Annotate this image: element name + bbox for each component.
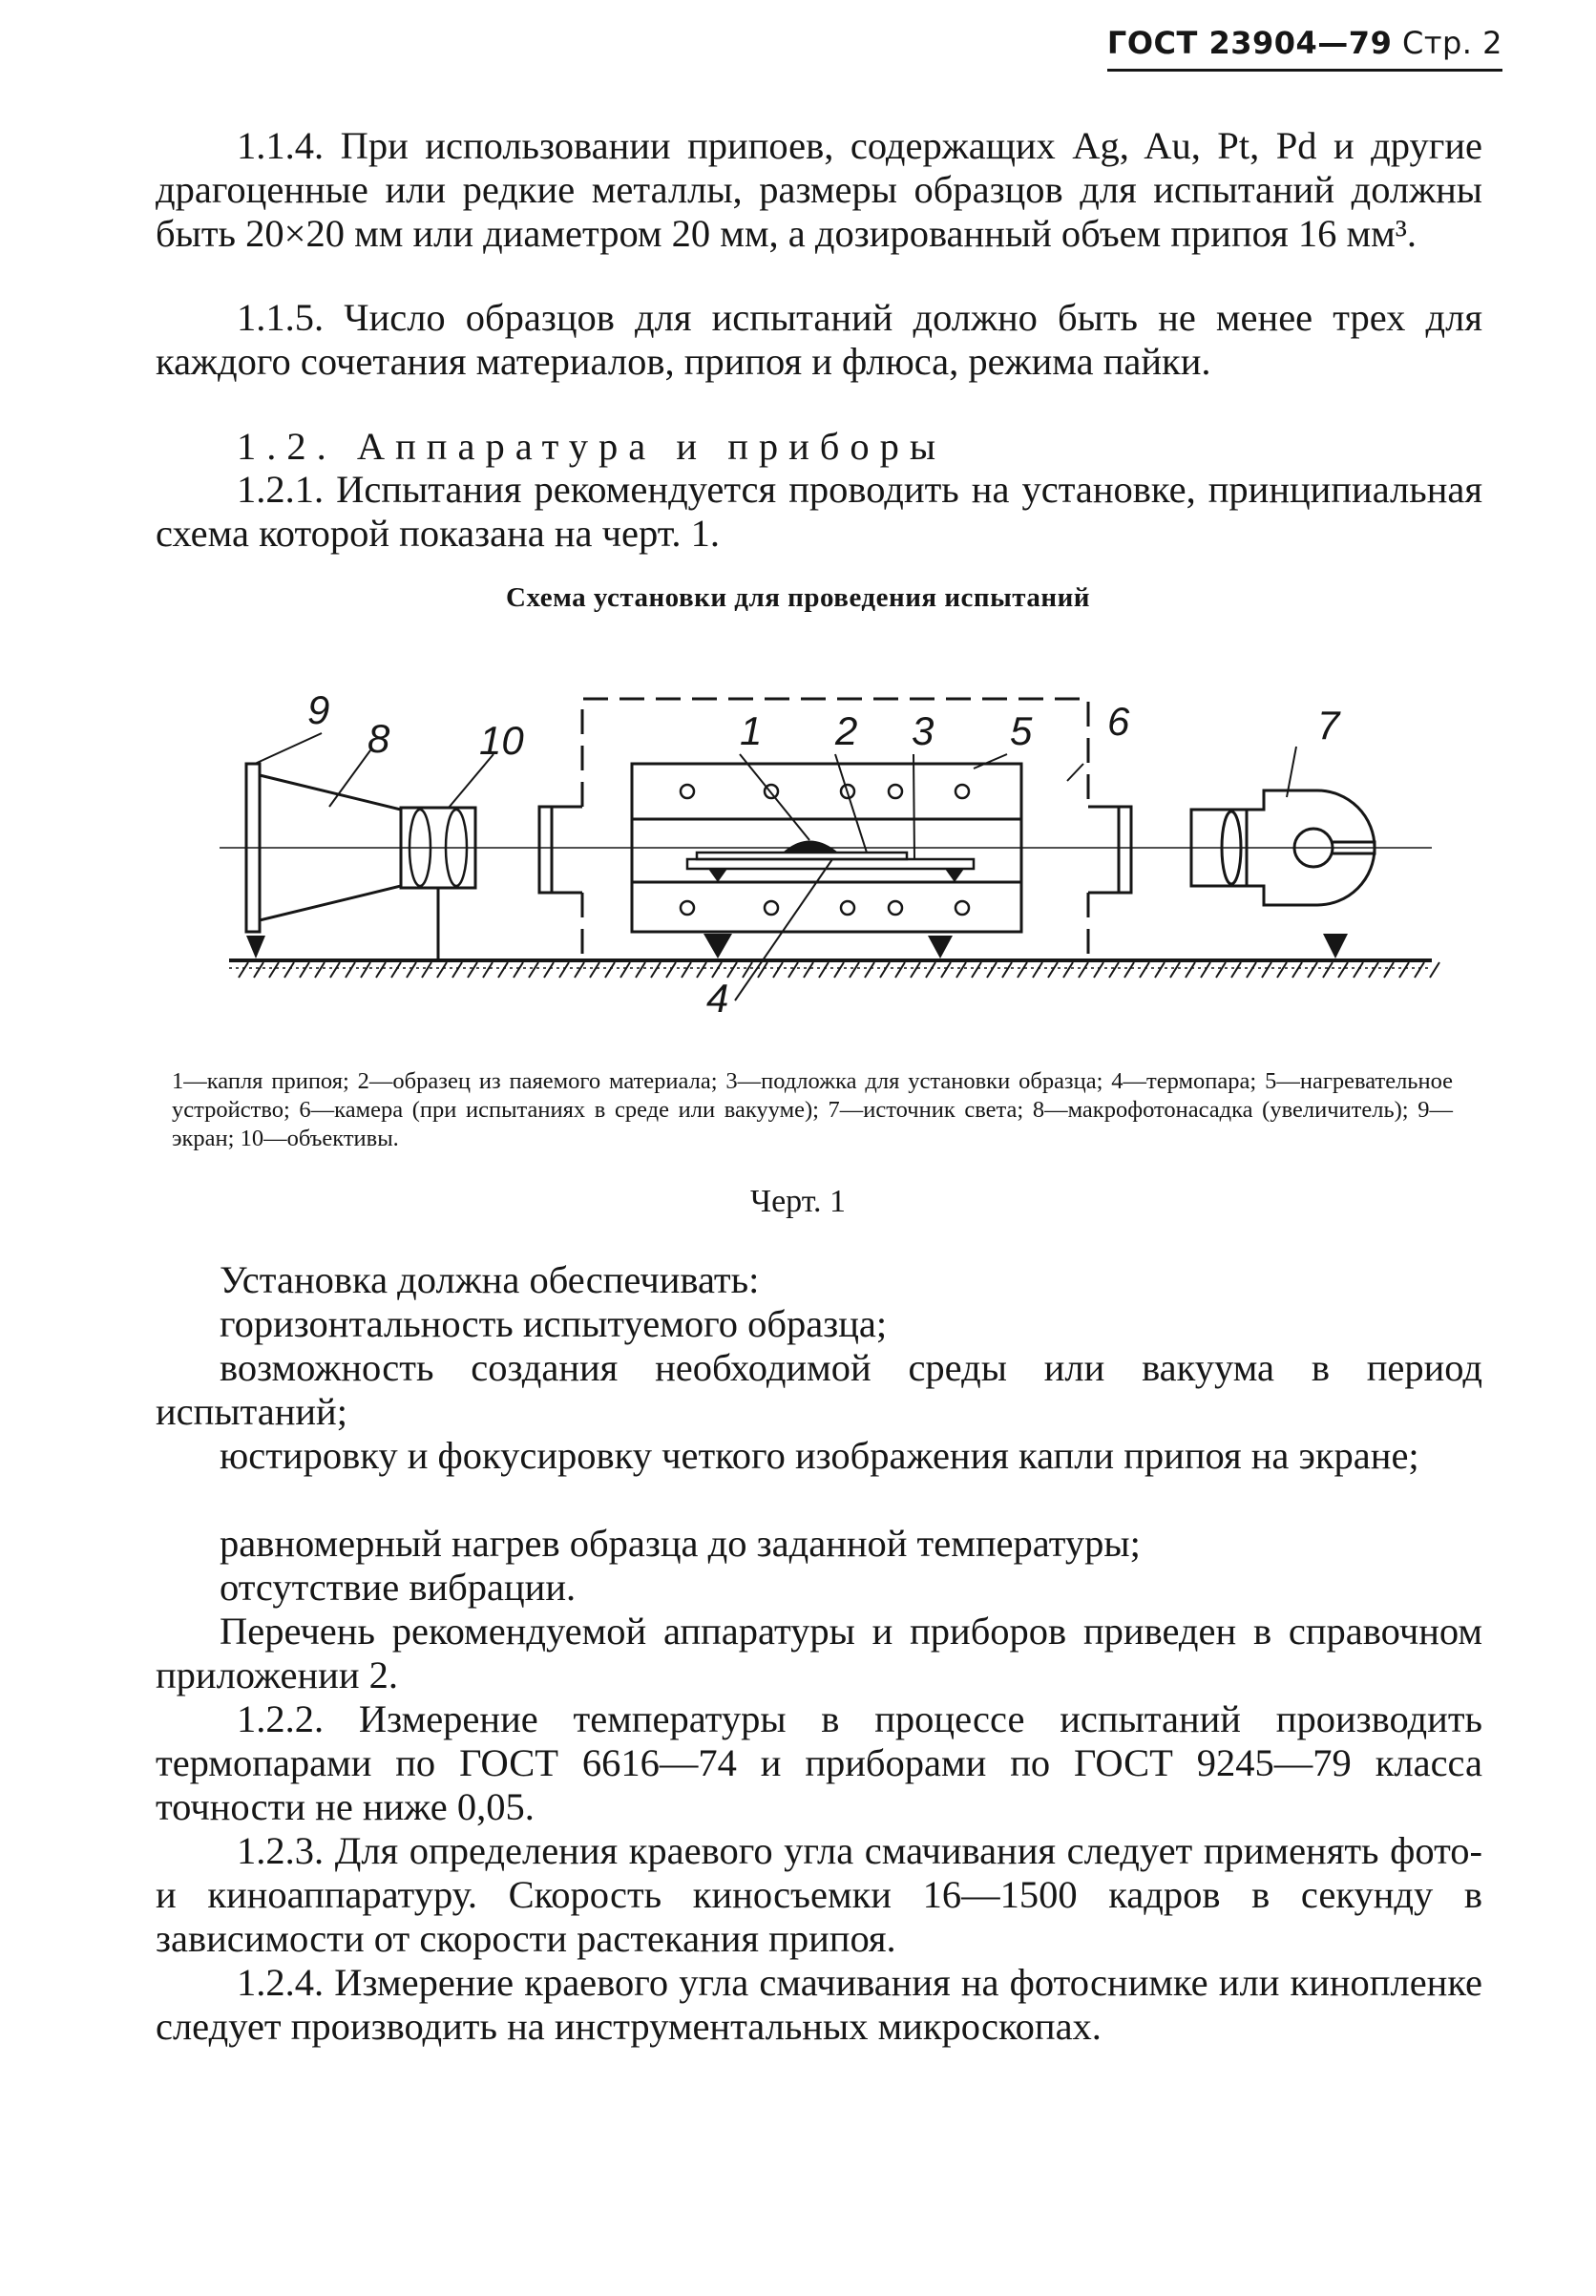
callout-2: 2 bbox=[835, 708, 858, 753]
callout-5: 5 bbox=[1010, 708, 1033, 753]
paragraph-1-2-3: 1.2.3. Для определения краевого угла смачивания следует применять фото- и киноаппаратуру. Скорость киносъемки 16—1500 кадров в секунду в зависимости от скорости растекания припоя. bbox=[156, 1829, 1482, 1960]
callout-3: 3 bbox=[912, 708, 934, 753]
test-setup-diagram bbox=[0, 0, 1596, 1060]
callout-4: 4 bbox=[706, 976, 729, 1021]
figure-legend: 1—капля припоя; 2—образец из паяемого материала; 3—подложка для установки образца; 4—термопара; 5—нагревательное устройство; 6—камера (при испытаниях в среде или вакууме); 7—источник света; 8—макрофотонасадка (увеличитель); 9—экран; 10—объективы. bbox=[172, 1068, 1453, 1151]
callout-8: 8 bbox=[368, 716, 390, 761]
requirement-item: юстировку и фокусировку четкого изображения капли припоя на экране; bbox=[220, 1434, 1419, 1477]
paragraph-1-2-4: 1.2.4. Измерение краевого угла смачивания на фотоснимке или кинопленке следует производить на инструментальных микроскопах. bbox=[156, 1961, 1482, 2048]
requirements-intro: Установка должна обеспечивать: bbox=[220, 1258, 760, 1301]
figure-label: Черт. 1 bbox=[749, 1184, 847, 1219]
requirement-item: возможность создания необходимой среды или вакуума в период испытаний; bbox=[156, 1346, 1482, 1433]
sample-2 bbox=[697, 853, 907, 859]
section-heading-1-2: 1.2. Аппаратура и приборы bbox=[237, 425, 947, 468]
callout-10: 10 bbox=[479, 718, 524, 763]
paragraph-1-2-2: 1.2.2. Измерение температуры в процессе испытаний производить термопарами по ГОСТ 6616—74 и приборами по ГОСТ 9245—79 класса точности не ниже 0,05. bbox=[156, 1697, 1482, 1828]
solder-drop-1 bbox=[783, 841, 838, 853]
callout-9: 9 bbox=[307, 687, 330, 732]
requirement-item: горизонтальность испытуемого образца; bbox=[220, 1302, 888, 1345]
requirement-item: равномерный нагрев образца до заданной температуры; bbox=[220, 1522, 1141, 1565]
callout-1: 1 bbox=[740, 708, 763, 753]
paragraph-1-1-4: 1.1.4. При использовании припоев, содержащих Ag, Au, Pt, Pd и другие драгоценные или редкие металлы, размеры образцов для испытаний должны быть 20×20 мм или диаметром 20 мм, а дозированный объем припоя 16 мм³. bbox=[156, 124, 1482, 255]
figure-title: Схема установки для проведения испытаний bbox=[506, 582, 1090, 613]
header-standard-number: ГОСТ 23904—79 bbox=[1106, 25, 1393, 61]
callout-7: 7 bbox=[1317, 703, 1340, 748]
paragraph-1-1-5: 1.1.5. Число образцов для испытаний должно быть не менее трех для каждого сочетания материалов, припоя и флюса, режима пайки. bbox=[156, 296, 1482, 383]
callout-6: 6 bbox=[1107, 699, 1130, 744]
requirement-item: отсутствие вибрации. bbox=[220, 1566, 577, 1609]
equipment-list-note: Перечень рекомендуемой аппаратуры и приборов приведен в справочном приложении 2. bbox=[156, 1610, 1482, 1696]
paragraph-1-2-1: 1.2.1. Испытания рекомендуется проводить на установке, принципиальная схема которой показана на черт. 1. bbox=[156, 468, 1482, 555]
header-page-number: Стр. 2 bbox=[1402, 25, 1502, 61]
